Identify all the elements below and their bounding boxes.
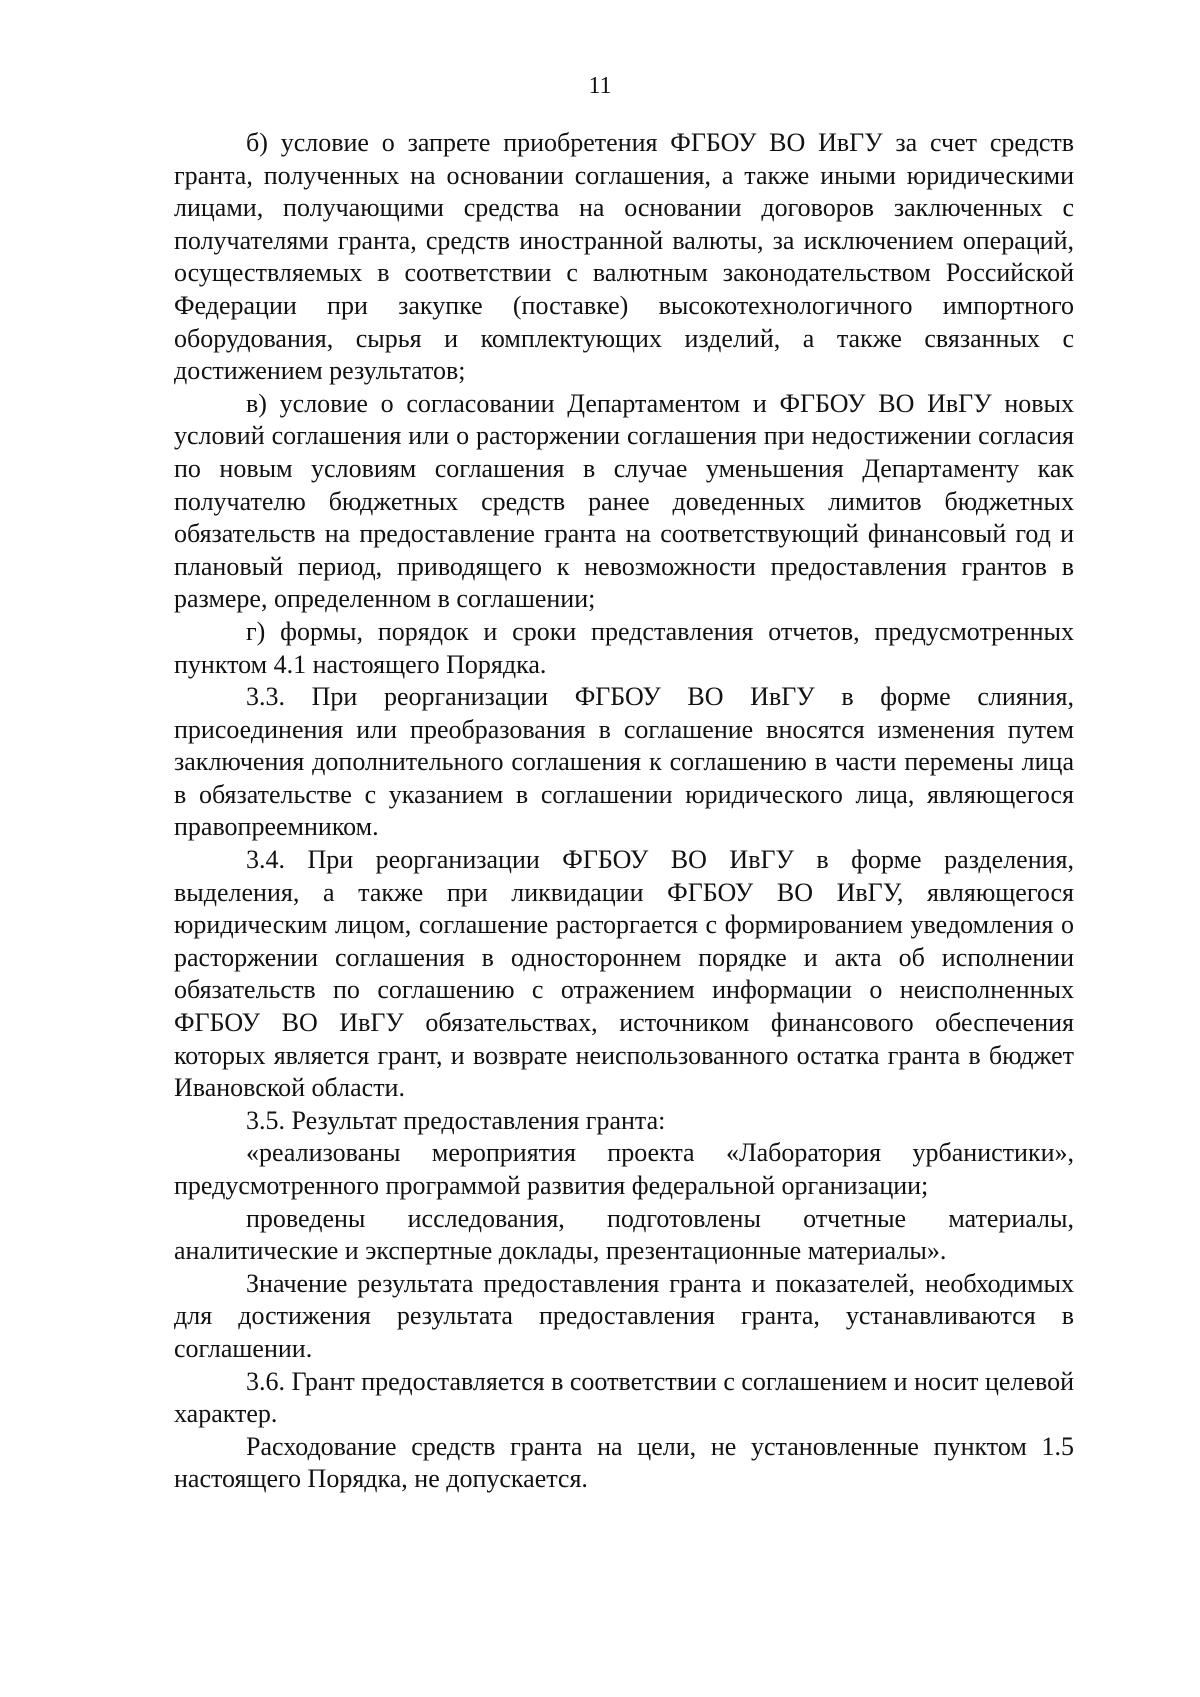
paragraph-result-item-1: «реализованы мероприятия проекта «Лаборатория урбанистики», предусмотренного программой развития федеральной организации; xyxy=(174,1138,1074,1200)
page-number: 11 xyxy=(588,73,612,99)
paragraph-3-6-purpose: 3.6. Грант предоставляется в соответствии с соглашением и носит целевой характер. xyxy=(174,1366,1074,1429)
paragraph-result-values: Значение результата предоставления гранта и показателей, необходимых для достижения результата предоставления гранта, устанавливаются в соглашении. xyxy=(174,1268,1074,1363)
paragraph-b-currency-condition: б) условие о запрете приобретения ФГБОУ ВО ИвГУ за счет средств гранта, полученных на основании соглашения, а также иными юридическими лицами, получающими средства на основании договоров заключенных с получателями гранта, средств иностранной валюты, за исключением операций, осуществляемых в соответствии с валютным законодательством Российской Федерации при закупке (поставке) высокотехнологичного импортного оборудования, сырья и комплектующих изделий, а также связанных с достижением результатов; xyxy=(174,128,1074,386)
paragraph-3-5-grant-result: 3.5. Результат предоставления гранта: xyxy=(246,1105,666,1135)
paragraph-3-3-reorganization-merger: 3.3. При реорганизации ФГБОУ ВО ИвГУ в форме слияния, присоединения или преобразования в соглашение вносятся изменения путем заключения дополнительного соглашения к соглашению в части перемены лица в обязательстве с указанием в соглашении юридического лица, являющегося правопреемником. xyxy=(174,682,1074,842)
document-body xyxy=(174,127,1074,1496)
paragraph-spending-restriction: Расходование средств гранта на цели, не установленные пунктом 1.5 настоящего Порядка, не допускается. xyxy=(174,1431,1074,1494)
paragraph-result-item-2: проведены исследования, подготовлены отчетные материалы, аналитические и экспертные доклады, презентационные материалы». xyxy=(174,1203,1074,1266)
paragraph-3-4-reorganization-division: 3.4. При реорганизации ФГБОУ ВО ИвГУ в форме разделения, выделения, а также при ликвидации ФГБОУ ВО ИвГУ, являющегося юридическим лицом, соглашение расторгается с формированием уведомления о расторжении соглашения в одностороннем порядке и акта об исполнении обязательств по соглашению с отражением информации о неисполненных ФГБОУ ВО ИвГУ обязательствах, источником финансового обеспечения которых является грант, и возврате неиспользованного остатка гранта в бюджет Ивановской области. xyxy=(174,845,1074,1103)
paragraph-v-agreement-terms: в) условие о согласовании Департаментом и ФГБОУ ВО ИвГУ новых условий соглашения или о расторжении соглашения при недостижении согласия по новым условиям соглашения в случае уменьшения Департаменту как получателю бюджетных средств ранее доведенных лимитов бюджетных обязательств на предоставление гранта на соответствующий финансовый год и плановый период, приводящего к невозможности предоставления грантов в размере, определенном в соглашении; xyxy=(174,388,1074,614)
paragraph-g-reporting: г) формы, порядок и сроки представления отчетов, предусмотренных пунктом 4.1 настоящего Порядка. xyxy=(174,616,1074,679)
